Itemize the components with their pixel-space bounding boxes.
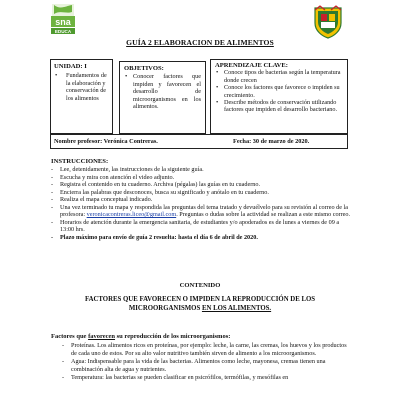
contenido-title-underlined: EN LOS ALIMENTOS. [201,304,272,312]
aprendizaje-item: • Conoce tipos de bacterias según la temperatura donde crecen [215,69,343,84]
favorecen-heading-text: su reproducción de los microorganismos: [115,333,231,340]
svg-text:sna: sna [55,17,71,27]
favorecen-item: - Proteínas. Los alimentos ricos en proteínas, por ejemplo: leche, la carne, las cremas, los huevos y los productos de cada uno de estos. Por su alto valor nutritivo también sirven de alimento a los microorganismos. [62,342,350,358]
email-link[interactable]: veronicacontreras.liceo@gmail.com [86,211,177,218]
unidad-list [54,72,109,102]
objetivos-heading: OBJETIVOS: [124,65,164,72]
contenido-heading: CONTENIDO [179,282,221,289]
profesor-row [50,134,348,149]
objetivos-item: • Conocer factores que impiden y favorecen el desarrollo de microorganismos en los alimentos. [124,73,201,110]
instruccion-item: - Realiza el mapa conceptual indicado. [51,196,351,204]
instruccion-item: - Registra el contenido en tu cuaderno. Archiva (pégalas) las guías en tu cuaderno. [51,181,351,189]
instruccion-item: - Encierra las palabras que desconoces, busca su significado y anótalo en tu cuaderno. [51,189,351,197]
favorecen-heading-underlined: favorecen [88,333,116,340]
unidad-item: • Fundamentos de la elaboración y conservación de los alimentos [54,72,109,102]
guide-title: GUÍA 2 ELABORACION DE ALIMENTOS [126,38,274,47]
instrucciones-heading: INSTRUCCIONES: [51,158,109,165]
school-crest-logo [312,5,344,39]
objetivos-list [124,73,201,110]
contenido-title-text: FACTORES QUE FAVORECEN O IMPIDEN LA REPRODUCCIÓN DE LOS MICROORGANISMOS [84,296,316,312]
instruccion-text: Una vez terminado tu mapa y respondida las preguntas del tema tratado y devuélvelo para su revisión al correo de la profesora: [60,203,348,218]
favorecen-heading-text: Factores que [51,333,89,340]
instruccion-text: . Preguntas o dudas sobre la actividad se realizan a este mismo correo. [176,211,351,218]
aprendizaje-item: • Describe métodos de conservación utilizando factores que impiden el desarrollo bacteriano. [215,99,343,114]
objetivos-box [119,61,206,134]
unidad-heading: UNIDAD: I [54,63,87,70]
instruccion-item-correo [51,204,351,219]
favorecen-heading [51,333,230,340]
favorecen-item: - Agua: Indispensable para la vida de las bacterias. Alimentos como leche, mayonesa, cremas tienen una combinación alta de agua y nutrientes. [62,358,350,374]
instruccion-item: - Escucha y mira con atención el video adjunto. [51,174,351,182]
profesor-name: Nombre profesor: Verónica Contreras. [54,138,158,145]
svg-text:EDUCA: EDUCA [54,29,72,34]
aprendizaje-heading: APRENDIZAJE CLAVE: [215,62,288,69]
instruccion-item: - Lee, detenidamente, las instrucciones de la siguiente guía. [51,166,351,174]
instruccion-plazo: - Plazo máximo para envío de guía 2 resuelta: hasta el día 6 de abril de 2020. [51,234,351,242]
instrucciones-list [51,166,351,241]
aprendizaje-box [210,59,348,134]
sna-educa-logo [48,2,78,38]
favorecen-list [62,342,350,382]
favorecen-item: - Temperatura: las bacterias se pueden clasificar en psicrófilos, termófilas, y mesófilas en [62,374,350,382]
aprendizaje-list [215,69,343,113]
unidad-box [50,59,113,134]
fecha: Fecha: 30 de marzo de 2020. [233,138,310,145]
contenido-title [60,296,340,313]
instruccion-item: - Horarios de atención durante la emergencia sanitaria, de estudiantes y/o apoderados es de lunes a viernes de 09 a 13:00 hrs. [51,219,351,234]
aprendizaje-item: • Conoce los factores que favorece o impiden su crecimiento. [215,84,343,99]
